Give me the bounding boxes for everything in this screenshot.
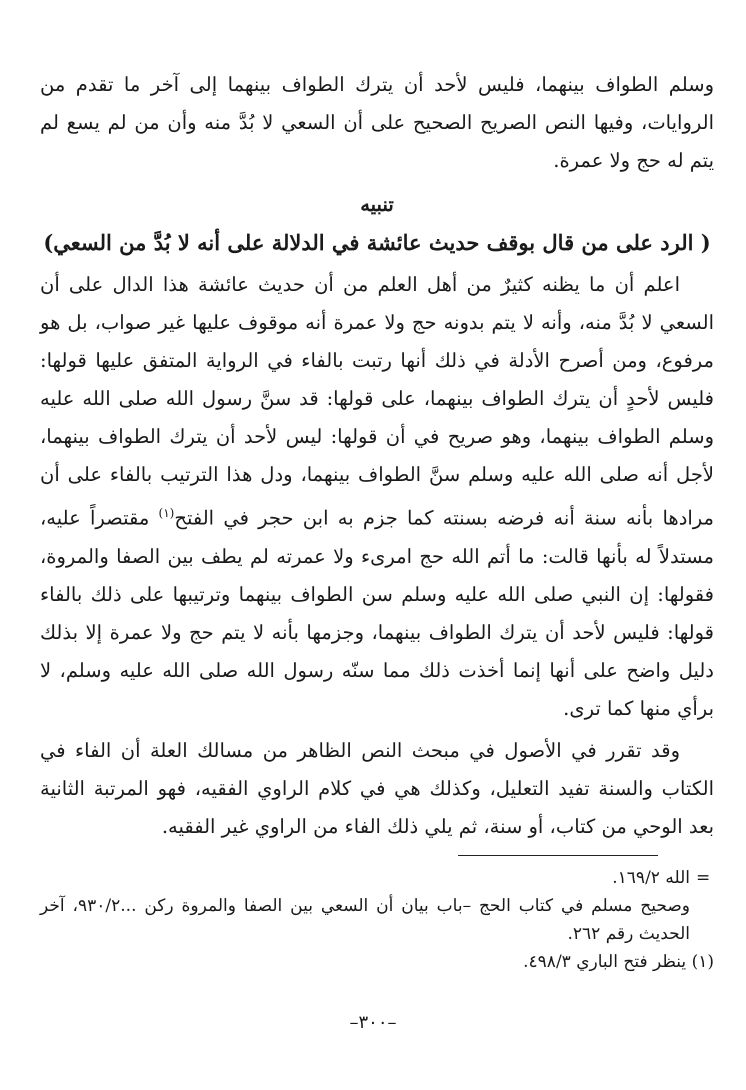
footnote-continuation-text: وصحيح مسلم في كتاب الحج –باب بيان أن السعي بين الصفا والمروة ركن ...٩٣٠/٢، آخر الحديث رقم ٢٦٢. (40, 896, 690, 944)
section-subheading: ( الرد على من قال بوقف حديث عائشة في الدلالة على أنه لا بُدَّ من السعي) (43, 230, 711, 255)
paragraph-main-text: اعلم أن ما يظنه كثيرٌ من أهل العلم من أن حديث عائشة هذا الدال على أن السعي لا بُدَّ منه، وأنه لا يتم بدونه حج ولا عمرة أنه موقوف عليها غير صواب، بل هو مرفوع، ومن أصرح الأدلة في ذلك أنها رتبت بالفاء في الرواية المتفق عليها قولها: فليس لأحدٍ أن يترك الطواف بينهما، على قولها: قد سنَّ رسول الله صلى الله عليه وسلم الطواف بينهما، وهو صريح في أن قولها: ليس لأحد أن يترك الطواف بينهما، لأجل أنه صلى الله عليه وسلم سنَّ الطواف بينهما، ودل هذا الترتيب بالفاء على أن مرادها بأنه سنة أنه فرضه بسنته كما جزم به ابن حجر في الفتح (40, 273, 715, 530)
footnote-continuation-marker: = (696, 868, 711, 888)
paragraph-conclusion: وقد تقرر في الأصول في مبحث النص الظاهر من مسالك العلة أن الفاء في الكتاب والسنة تفيد التعليل، وكذلك هي في كلام الراوي الفقيه، فهو المرتبة الثانية بعد الوحي من كتاب، أو سنة، ثم يلي ذلك الفاء من الراوي غير الفقيه. (40, 738, 714, 838)
page-number: –٣٠٠– (349, 1012, 397, 1033)
footnotes (40, 864, 714, 976)
footnote-divider (458, 855, 658, 856)
paragraph-main (40, 266, 714, 728)
footnote-reference: (١) (158, 506, 175, 520)
footnote-continuation-line: الله ١٦٩/٢. (612, 868, 690, 888)
paragraph-main-rest: مقتصراً عليه، مستدلاً له بأنها قالت: ما أتم الله حج امرىء ولا عمرته لم يطف بين الصفا والمروة، فقولها: إن النبي صلى الله عليه وسلم سن الطواف بينهما وترتيبها على ذلك بالفاء قولها: فليس لأحد أن يترك الطواف بينهما، وجزمها بأنه لا يتم حج ولا عمرة إلا بذلك دليل واضح على أنها إنما أخذت ذلك مما سنّه رسول الله صلى الله عليه وسلم، لا برأي منها كما ترى. (40, 506, 714, 720)
page-body (40, 66, 714, 846)
paragraph-intro: وسلم الطواف بينهما، فليس لأحد أن يترك الطواف بينهما إلى آخر ما تقدم من الروايات، وفيها النص الصريح الصحيح على أن السعي لا بُدَّ منه وأن من لم يسع لم يتم له حج ولا عمرة. (40, 73, 714, 172)
footnote-1: (١) ينظر فتح الباري ٤٩٨/٣. (523, 952, 714, 972)
section-heading: تنبيه (360, 193, 394, 216)
